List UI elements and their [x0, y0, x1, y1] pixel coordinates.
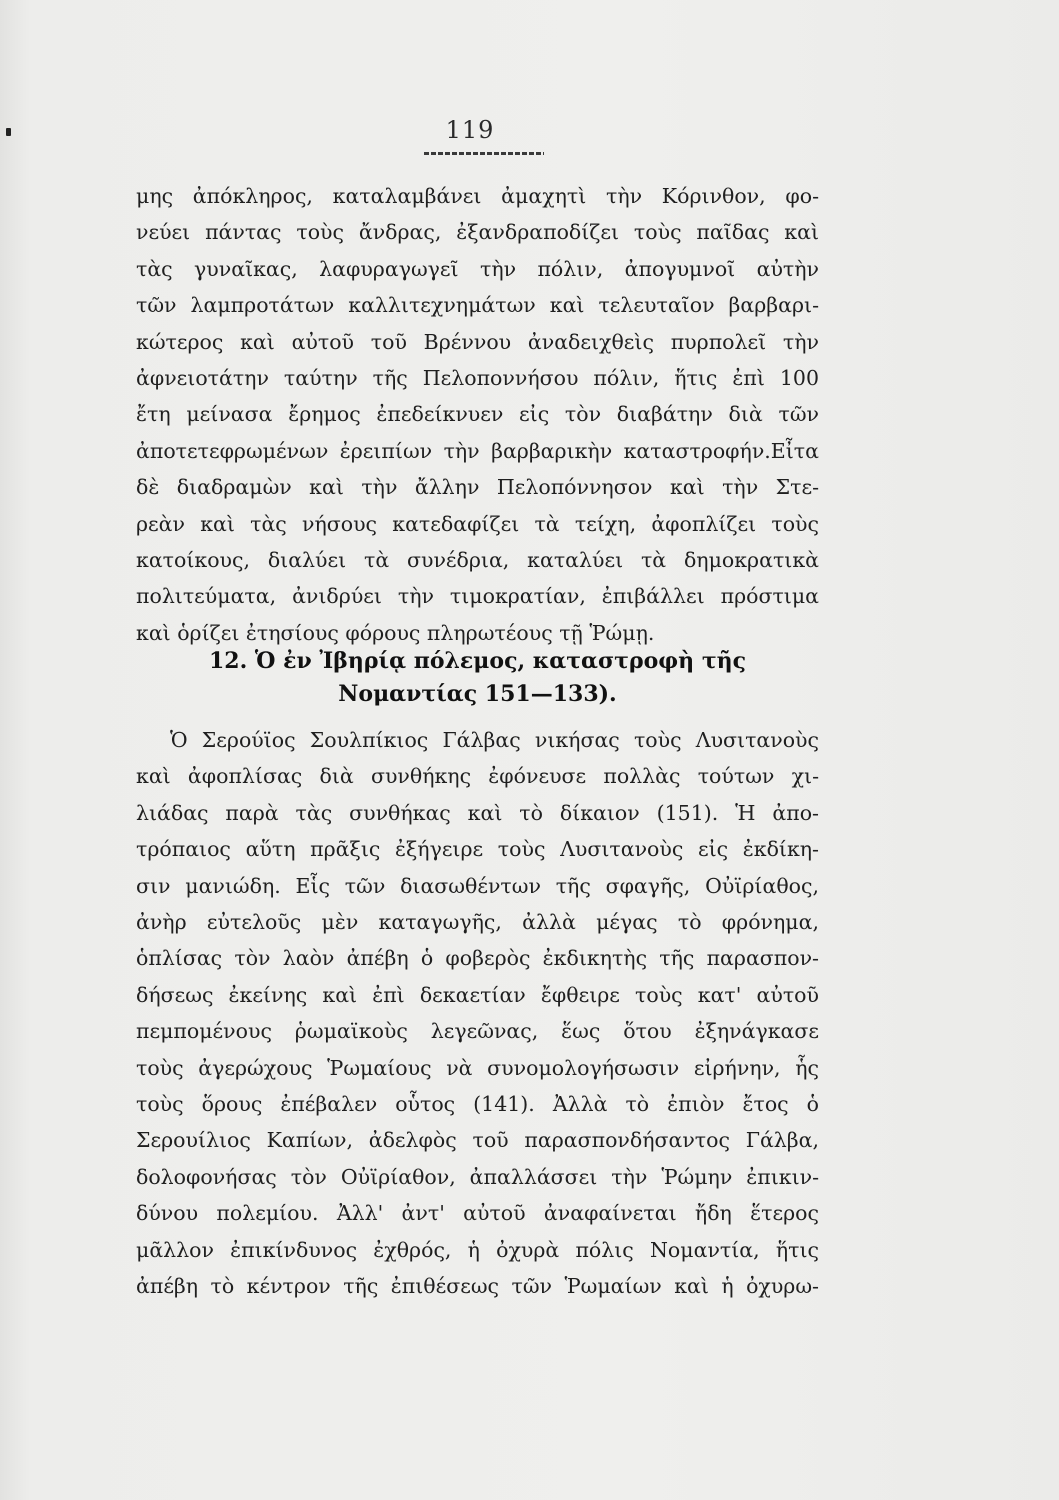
text-line: τοὺς ὅρους ἐπέβαλεν οὗτος (141). Ἀλλὰ τὸ ἐπιὸν ἔτος ὁ: [136, 1092, 819, 1117]
paragraph-1: [136, 178, 819, 651]
text-line: ἔτη μείνασα ἔρημος ἐπεδείκνυεν εἰς τὸν διαβάτην διὰ τῶν: [136, 402, 819, 427]
text-line: ἀφνειοτάτην ταύτην τῆς Πελοποννήσου πόλιν, ἥτις ἐπὶ 100: [136, 366, 819, 391]
text-line: καὶ ἀφοπλίσας διὰ συνθήκης ἐφόνευσε πολλὰς τούτων χι-: [136, 764, 819, 789]
text-line: ἀποτετεφρωμένων ἐρειπίων τὴν βαρβαρικὴν καταστροφήν.Εἶτα: [136, 438, 819, 463]
text-line: τῶν λαμπροτάτων καλλιτεχνημάτων καὶ τελευταῖον βαρβαρι-: [136, 293, 819, 318]
text-line: μης ἀπόκληρος, καταλαμβάνει ἀμαχητὶ τὴν Κόρινθον, φο-: [136, 184, 819, 208]
section-heading: [136, 645, 819, 711]
text-line: μᾶλλον ἐπικίνδυνος ἐχθρός, ἡ ὀχυρὰ πόλις Νομαντία, ἥτις: [136, 1237, 819, 1262]
text-line: ρεὰν καὶ τὰς νήσους κατεδαφίζει τὰ τείχη, ἀφοπλίζει τοὺς: [136, 511, 819, 536]
text-line: τὰς γυναῖκας, λαφυραγωγεῖ τὴν πόλιν, ἀπογυμνοῖ αὐτὴν: [136, 256, 819, 281]
margin-mark: [6, 128, 11, 136]
text-line: καὶ ὁρίζει ἐτησίους φόρους πληρωτέους τῇ Ῥώμῃ.: [136, 620, 655, 645]
text-line: σιν μανιώδη. Εἷς τῶν διασωθέντων τῆς σφαγῆς, Οὐϊρίαθος,: [136, 873, 819, 898]
text-line: δὲ διαδραμὼν καὶ τὴν ἄλλην Πελοπόννησον καὶ τὴν Στε-: [136, 475, 819, 500]
text-line: πεμπομένους ῥωμαϊκοὺς λεγεῶνας, ἕως ὅτου ἐξηνάγκασε: [136, 1019, 819, 1044]
text-line: τοὺς ἀγερώχους Ῥωμαίους νὰ συνομολογήσωσιν εἰρήνην, ἧς: [136, 1055, 819, 1080]
text-line: ἀνὴρ εὐτελοῦς μὲν καταγωγῆς, ἀλλὰ μέγας τὸ φρόνημα,: [136, 910, 819, 935]
section-heading-line-2: Νομαντίας 151—133).: [338, 681, 617, 707]
text-line: δολοφονήσας τὸν Οὐϊρίαθον, ἀπαλλάσσει τὴν Ῥώμην ἐπικιν-: [136, 1164, 819, 1189]
text-line: πολιτεύματα, ἀνιδρύει τὴν τιμοκρατίαν, ἐπιβάλλει πρόστιμα: [136, 584, 819, 609]
text-line: κώτερος καὶ αὐτοῦ τοῦ Βρέννου ἀναδειχθεὶς πυρπολεῖ τὴν: [136, 329, 819, 354]
text-line: ἀπέβη τὸ κέντρον τῆς ἐπιθέσεως τῶν Ῥωμαίων καὶ ἡ ὀχυρω-: [136, 1274, 819, 1299]
text-line: δήσεως ἐκείνης καὶ ἐπὶ δεκαετίαν ἔφθειρε τοὺς κατ' αὐτοῦ: [136, 982, 819, 1007]
paragraph-2: [136, 722, 819, 1305]
page-number-rule: [424, 152, 544, 155]
text-line: τρόπαιος αὕτη πρᾶξις ἐξήγειρε τοὺς Λυσιτανοὺς εἰς ἐκδίκη-: [136, 837, 819, 862]
text-line: λιάδας παρὰ τὰς συνθήκας καὶ τὸ δίκαιον (151). Ἡ ἀπο-: [136, 800, 819, 825]
text-line: Ὁ Σερούϊος Σουλπίκιος Γάλβας νικήσας τοὺς Λυσιτανοὺς: [170, 728, 819, 752]
text-line: ὁπλίσας τὸν λαὸν ἀπέβη ὁ φοβερὸς ἐκδικητὴς τῆς παρασπον-: [136, 946, 819, 971]
text-line: νεύει πάντας τοὺς ἄνδρας, ἐξανδραποδίζει τοὺς παῖδας καὶ: [136, 220, 819, 245]
text-line: δύνου πολεμίου. Ἀλλ' ἀντ' αὐτοῦ ἀναφαίνεται ἤδη ἕτερος: [136, 1201, 819, 1226]
section-heading-line-1: 12. Ὁ ἐν Ἰβηρίᾳ πόλεμος, καταστροφὴ τῆς: [208, 648, 747, 674]
text-line: Σερουίλιος Καπίων, ἀδελφὸς τοῦ παρασπονδήσαντος Γάλβα,: [136, 1128, 819, 1153]
page-number: 119: [445, 116, 495, 144]
text-line: κατοίκους, διαλύει τὰ συνέδρια, καταλύει τὰ δημοκρατικὰ: [136, 548, 819, 573]
